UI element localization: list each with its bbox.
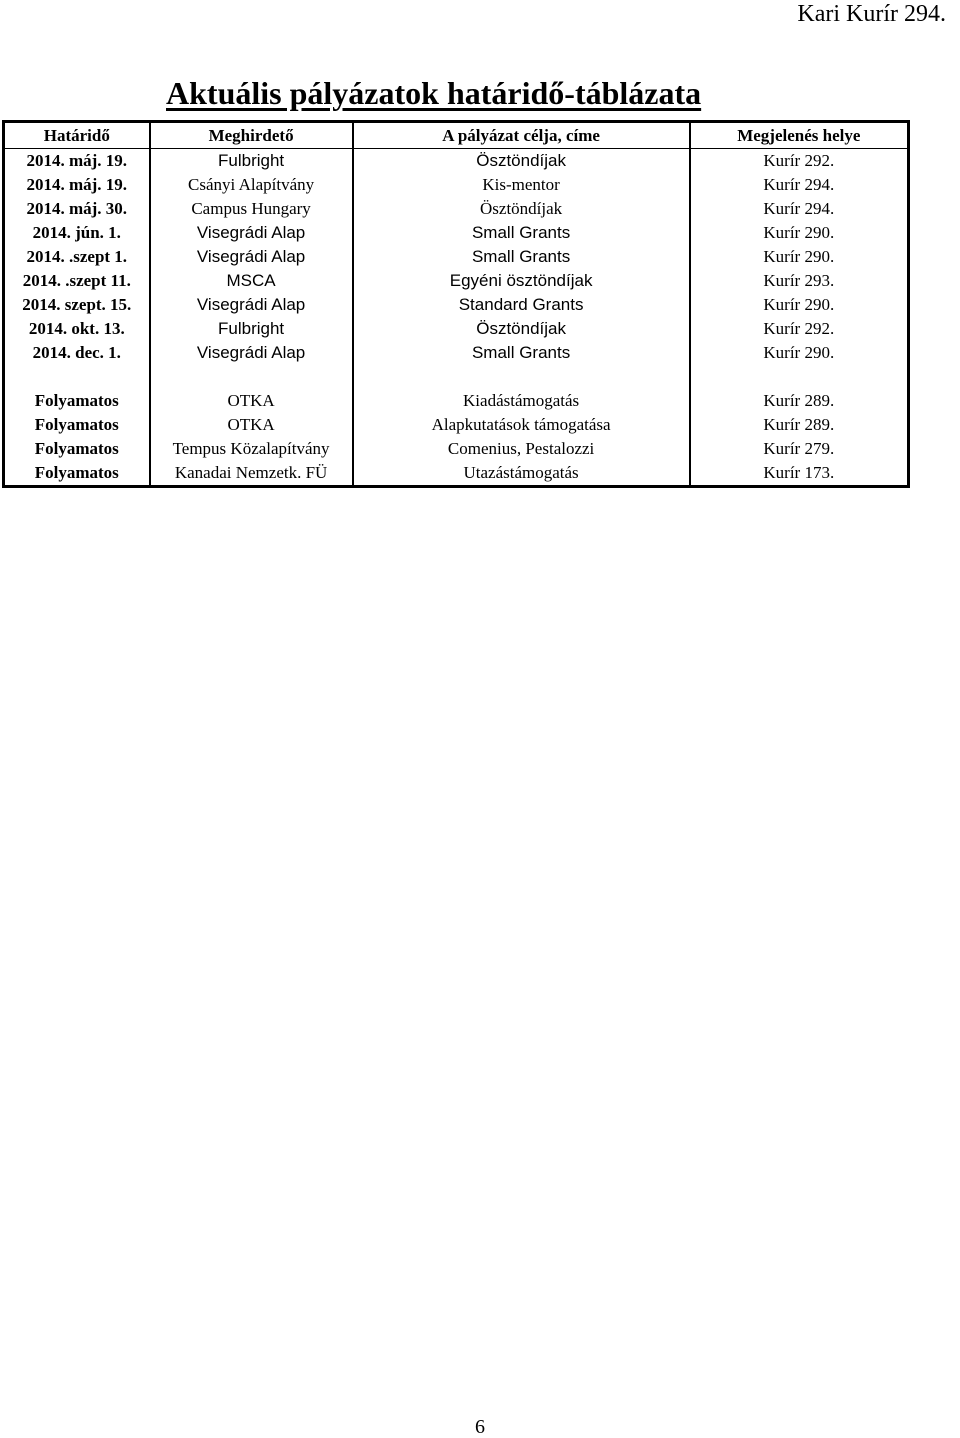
reference-cell: Kurír 290. (690, 293, 909, 317)
table-row (4, 437, 909, 461)
purpose-cell: Ösztöndíjak (353, 149, 690, 174)
reference-cell: Kurír 290. (690, 245, 909, 269)
deadline-cell: Folyamatos (4, 389, 150, 413)
purpose-cell: Standard Grants (353, 293, 690, 317)
reference-cell: Kurír 289. (690, 389, 909, 413)
column-header-purpose: A pályázat célja, címe (353, 122, 690, 149)
sponsor-cell: Campus Hungary (150, 197, 353, 221)
deadline-cell: 2014. .szept 11. (4, 269, 150, 293)
purpose-cell: Kis-mentor (353, 173, 690, 197)
table-row (4, 221, 909, 245)
reference-cell: Kurír 292. (690, 149, 909, 174)
purpose-cell: Comenius, Pestalozzi (353, 437, 690, 461)
sponsor-cell: OTKA (150, 413, 353, 437)
reference-cell: Kurír 294. (690, 197, 909, 221)
purpose-cell: Small Grants (353, 341, 690, 365)
reference-cell: Kurír 290. (690, 221, 909, 245)
sponsor-cell: Kanadai Nemzetk. FÜ (150, 461, 353, 487)
table-row (4, 389, 909, 413)
deadline-cell: 2014. okt. 13. (4, 317, 150, 341)
purpose-cell: Kiadástámogatás (353, 389, 690, 413)
purpose-cell: Small Grants (353, 221, 690, 245)
column-header-deadline: Határidő (4, 122, 150, 149)
table-row (4, 341, 909, 365)
deadline-cell: 2014. jún. 1. (4, 221, 150, 245)
deadline-cell: 2014. dec. 1. (4, 341, 150, 365)
deadline-cell: Folyamatos (4, 413, 150, 437)
reference-cell: Kurír 292. (690, 317, 909, 341)
purpose-cell: Ösztöndíjak (353, 197, 690, 221)
empty-cell (4, 365, 150, 389)
purpose-cell: Utazástámogatás (353, 461, 690, 487)
table-row (4, 149, 909, 174)
column-header-sponsor: Meghirdető (150, 122, 353, 149)
column-header-reference: Megjelenés helye (690, 122, 909, 149)
reference-cell: Kurír 173. (690, 461, 909, 487)
table-row (4, 269, 909, 293)
page-title: Aktuális pályázatok határidő-táblázata (166, 75, 702, 112)
deadline-cell: Folyamatos (4, 461, 150, 487)
reference-cell: Kurír 279. (690, 437, 909, 461)
table-header-row (4, 122, 909, 149)
table-row (4, 461, 909, 487)
table-row (4, 293, 909, 317)
table-row (4, 245, 909, 269)
table-row (4, 413, 909, 437)
empty-cell (690, 365, 909, 389)
page-number: 6 (475, 1416, 485, 1438)
purpose-cell: Egyéni ösztöndíjak (353, 269, 690, 293)
sponsor-cell: Fulbright (150, 317, 353, 341)
reference-cell: Kurír 289. (690, 413, 909, 437)
deadline-cell: 2014. máj. 30. (4, 197, 150, 221)
purpose-cell: Ösztöndíjak (353, 317, 690, 341)
table-row (4, 197, 909, 221)
deadline-cell: 2014. máj. 19. (4, 173, 150, 197)
sponsor-cell: Fulbright (150, 149, 353, 174)
purpose-cell: Alapkutatások támogatása (353, 413, 690, 437)
deadline-cell: 2014. .szept 1. (4, 245, 150, 269)
spacer-row (4, 365, 909, 389)
reference-cell: Kurír 293. (690, 269, 909, 293)
deadline-cell: 2014. máj. 19. (4, 149, 150, 174)
sponsor-cell: Visegrádi Alap (150, 245, 353, 269)
issue-label: Kari Kurír 294. (797, 1, 946, 27)
sponsor-cell: Visegrádi Alap (150, 293, 353, 317)
sponsor-cell: OTKA (150, 389, 353, 413)
purpose-cell: Small Grants (353, 245, 690, 269)
table-row (4, 317, 909, 341)
table-row (4, 173, 909, 197)
reference-cell: Kurír 290. (690, 341, 909, 365)
sponsor-cell: Csányi Alapítvány (150, 173, 353, 197)
sponsor-cell: Visegrádi Alap (150, 221, 353, 245)
empty-cell (150, 365, 353, 389)
empty-cell (353, 365, 690, 389)
deadline-cell: Folyamatos (4, 437, 150, 461)
deadline-table (2, 120, 910, 488)
sponsor-cell: MSCA (150, 269, 353, 293)
sponsor-cell: Tempus Közalapítvány (150, 437, 353, 461)
reference-cell: Kurír 294. (690, 173, 909, 197)
deadline-cell: 2014. szept. 15. (4, 293, 150, 317)
sponsor-cell: Visegrádi Alap (150, 341, 353, 365)
